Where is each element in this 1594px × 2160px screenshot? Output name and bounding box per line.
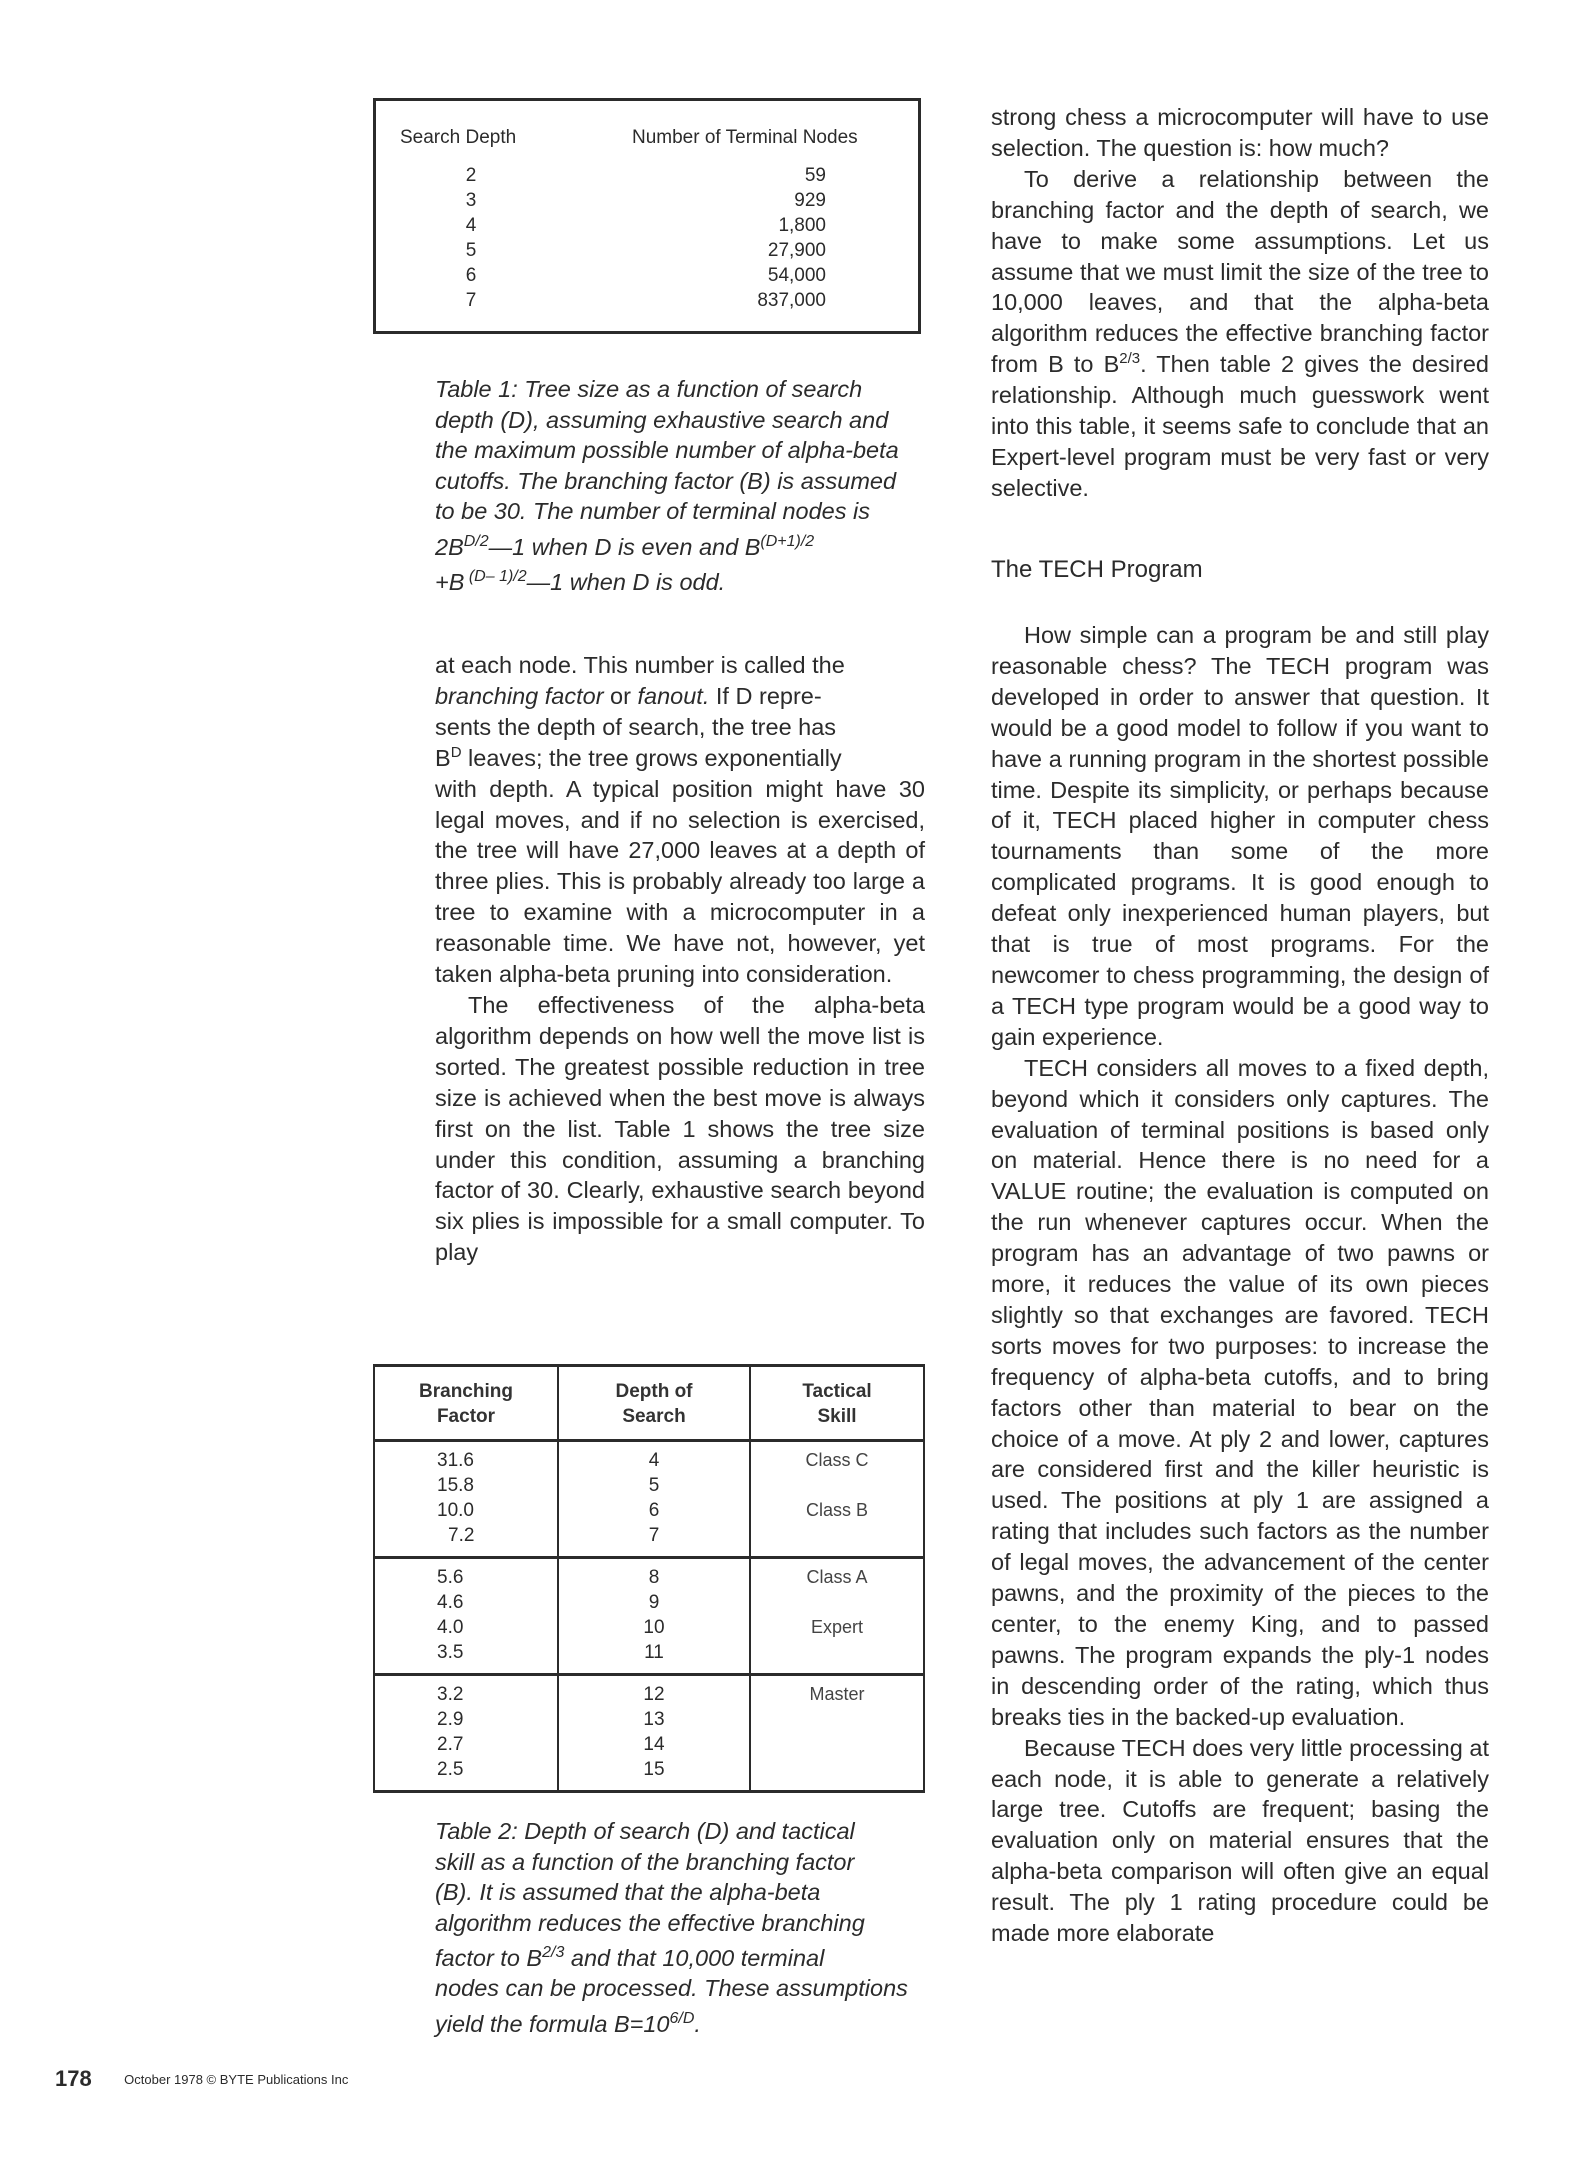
- table-cell: 54,000: [767, 265, 826, 286]
- table-1: [373, 98, 921, 334]
- table-2: [373, 1364, 925, 1793]
- table-cell: 837,000: [757, 290, 826, 311]
- table-1-depth-column: [456, 163, 486, 313]
- table-1-nodes-column: [736, 163, 826, 313]
- copyright-line: October 1978 © BYTE Publications Inc: [124, 2072, 349, 2087]
- table-row: 3.2 2.9 2.7 2.5 12 13 14 15 Master: [374, 1675, 924, 1792]
- table-1-header-nodes: Number of Terminal Nodes: [632, 127, 858, 148]
- table-cell: 6: [465, 265, 477, 286]
- table-row: 5.6 4.6 4.0 3.5 8 9 10 11 Class A Expert: [374, 1558, 924, 1675]
- table-cell: 27,900: [767, 240, 826, 261]
- table-1-caption: Table 1: Tree size as a function of search depth (D), assuming exhaustive search and the maximum possible number of alpha-beta cutoffs. The branching factor (B) is assumed to be 30. The number of terminal nodes is $2B^{D/2}—1$ when D is even and $B^{(D+1)/2}$ +B $^{(D- 1)/2}$—1 when D is odd.: [435, 376, 899, 595]
- table-cell: 929: [794, 190, 826, 211]
- table-cell: 3: [465, 190, 477, 211]
- left-column-text: at each node. This number is called the branching factor or fanout. If D repre- sents the depth of search, the tree has $B^D$ leaves; the tree grows exponentially with depth. A typical position might have 30 legal moves, and if no selection is exercised, the tree will have 27,000 leaves at a depth of three plies. This is probably already too large a tree to examine with a microcomputer in a reasonable time. We have not, however, yet taken alpha-beta pruning into consideration. The effectiveness of the alpha-beta algorithm depends on how well the move list is sorted. The greatest possible reduction in tree size is achieved when the best move is always first on the list. Table 1 shows the tree size under this condition, assuming a branching factor of 30. Clearly, exhaustive search beyond six plies is impossible for a small computer. To play: [435, 652, 925, 1266]
- table-row: 31.6 15.8 10.0 7.2 4 5 6 7 Class C Class B: [374, 1441, 924, 1558]
- table-row: Branching Factor Depth of Search Tactical Skill: [374, 1366, 924, 1441]
- page-footer: [55, 2066, 348, 2092]
- table-2-caption: Table 2: Depth of search (D) and tactical skill as a function of the branching factor (B). It is assumed that the alpha-beta algorithm reduces the effective branching factor to $B^{2/3}$ and that 10,000 terminal nodes can be processed. These assumptions yield the formula $B=10^{6/D}$.: [435, 1818, 908, 2037]
- table-1-header-depth: Search Depth: [400, 127, 517, 148]
- table-cell: 2: [465, 165, 477, 186]
- section-heading: The TECH Program: [991, 556, 1203, 583]
- right-column-intro: strong chess a microcomputer will have to use selection. The question is: how much? To derive a relationship between the branching factor and the depth of search, we have to make some assumptions. Let us assume that we must limit the size of the tree to 10,000 leaves, and that the alpha-beta algorithm reduces the effective branching factor from B to $B^{2/3}$. Then table 2 gives the desired relationship. Although much guesswork went into this table, it seems safe to conclude that an Expert-level program must be very fast or very selective.: [991, 104, 1489, 501]
- table-cell: 4: [465, 215, 477, 236]
- table-cell: 5: [465, 240, 477, 261]
- table-cell: 1,800: [778, 215, 826, 236]
- table-cell: 7: [465, 290, 477, 311]
- page-number: 178: [55, 2066, 92, 2091]
- right-column-body: How simple can a program be and still play reasonable chess? The TECH program was developed in order to answer that question. It would be a good model to follow if you want to have a running program in the shortest possible time. Despite its simplicity, or perhaps because of it, TECH placed higher in computer chess tournaments than some of the more complicated programs. It is good enough to defeat only inexperienced human players, but that is true of most programs. For the newcomer to chess programming, the design of a TECH type program would be a good way to gain experience. TECH considers all moves to a fixed depth, beyond which it considers only captures. The evaluation of terminal positions is based only on material. Hence there is no need for a VALUE routine; the evaluation is computed on the run whenever captures occur. When the program has an advantage of two pawns or more, it reduces the value of its own pieces slightly so that exchanges are favored. TECH sorts moves for two purposes: to increase the frequency of alpha-beta cutoffs, and to bring factors other than material to bear on the choice of a move. At ply 2 and lower, captures are considered first and the killer heuristic is used. The positions at ply 1 are assigned a rating that includes such factors as the number of legal moves, the advancement of the center pawns, and the proximity of the pieces to the center, to the enemy King, and to passed pawns. The program expands the ply-1 nodes in descending order of the rating, which thus breaks ties in the backed-up evaluation. Because TECH does very little processing at each node, it is able to generate a relatively large tree. Cutoffs are frequent; basing the evaluation only on material ensures that the alpha-beta comparison will often give an equal result. The ply 1 rating procedure could be made more elaborate: [991, 622, 1489, 1947]
- table-cell: 59: [804, 165, 826, 186]
